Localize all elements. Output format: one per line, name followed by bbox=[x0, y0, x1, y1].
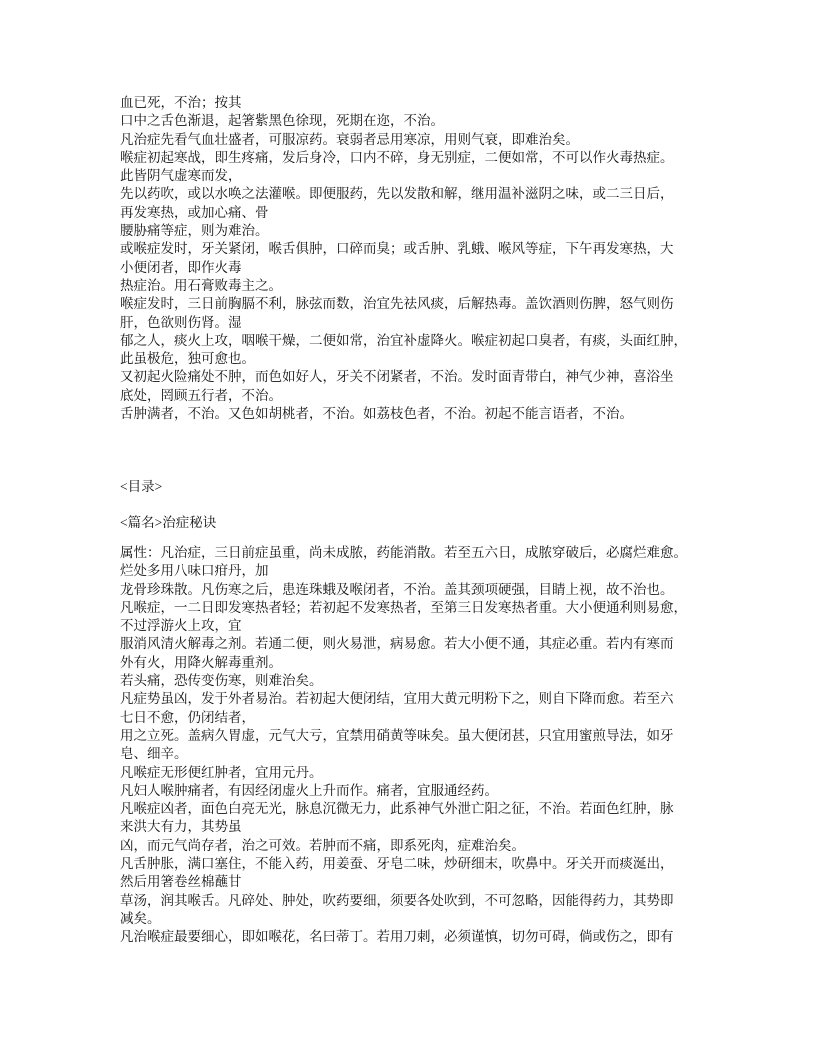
text-line: 然后用箸卷丝棉蘸甘 bbox=[120, 874, 242, 890]
text-line: 喉症初起寒战，即生疼痛，发后身冷，口内不碎，身无别症，二便如常，不可以作火毒热症。 bbox=[120, 149, 674, 165]
text-line: 凡治喉症最要细心，即如喉花，名曰蒂丁。若用刀刺，必须谨慎，切勿可碍，倘或伤之，即有 bbox=[120, 929, 674, 945]
text-line: 此虽极危，独可愈也。 bbox=[120, 351, 255, 367]
text-line: 凡喉症，一二日即发寒热者轻；若初起不发寒热者，至第三日发寒热者重。大小便通利则易愈， bbox=[120, 599, 687, 615]
text-line: 凶，而元气尚存者，治之可效。若肿而不痛，即系死肉，症难治矣。 bbox=[120, 837, 525, 853]
text-line: 皂、细辛。 bbox=[120, 746, 188, 762]
text-line: 肝，色欲则伤肾。湿 bbox=[120, 314, 242, 330]
text-line: 凡治症先看气血壮盛者，可服凉药。衰弱者忌用寒凉，用则气衰，即难治矣。 bbox=[120, 131, 579, 147]
text-line: 龙骨珍珠散。凡伤寒之后，患连珠蛾及喉闭者，不治。盖其颈项硬强，目睛上视，故不治也。 bbox=[120, 581, 674, 597]
chapter-title: <篇名>治症秘诀 bbox=[120, 515, 217, 530]
text-line: 腰胁痛等症，则为难治。 bbox=[120, 223, 269, 239]
text-line: 郁之人，痰火上攻，咽喉干燥，二便如常，治宜补虚降火。喉症初起口臭者，有痰，头面红肿， bbox=[120, 332, 687, 348]
text-line: 热症治。用石膏败毒主之。 bbox=[120, 277, 282, 293]
text-line: 口中之舌色渐退，起箸紫黑色徐现，死期在迩，不治。 bbox=[120, 113, 444, 129]
text-line: 舌肿满者，不治。又色如胡桃者，不治。如荔枝色者，不治。初起不能言语者，不治。 bbox=[120, 406, 633, 422]
text-line: 再发寒热，或加心痛、骨 bbox=[120, 204, 269, 220]
text-line: 服消风清火解毒之剂。若通二便，则火易泄，病易愈。若大小便不通，其症必重。若内有寒而 bbox=[120, 636, 674, 652]
text-line: 凡喉症无形便红肿者，宜用元丹。 bbox=[120, 764, 323, 780]
text-line: 血已死，不治；按其 bbox=[120, 95, 242, 110]
text-line: 凡舌肿胀，满口塞住，不能入药，用姜蚕、牙皂二味，炒研细末，吹鼻中。牙关开而痰涎出， bbox=[120, 856, 674, 872]
text-line: 来洪大有力，其势虽 bbox=[120, 819, 242, 835]
text-line: 又初起火险痛处不肿，而色如好人，牙关不闭紧者，不治。发时面青带白，神气少神，喜浴坐 bbox=[120, 369, 674, 385]
text-line: 此皆阴气虚寒而发， bbox=[120, 168, 242, 184]
text-line: 草汤，润其喉舌。凡碎处、肿处，吹药要细，须要各处吹到，不可忽略，因能得药力，其势即 bbox=[120, 892, 674, 908]
text-line: 或喉症发时，牙关紧闭，喉舌俱肿，口碎而臭；或舌肿、乳蛾、喉风等症，下午再发寒热，大 bbox=[120, 241, 674, 257]
text-section-1 bbox=[120, 94, 720, 423]
text-line: 小便闭者，即作火毒 bbox=[120, 259, 242, 275]
text-line: 烂处多用八味口疳丹，加 bbox=[120, 563, 269, 579]
text-line: 先以药吹，或以水唤之法灌喉。即便服药，先以发散和解，继用温补滋阴之味，或二三日后， bbox=[120, 186, 674, 202]
text-line: 用之立死。盖病久胃虚，元气大亏，宜禁用硝黄等味矣。虽大便闭甚，只宜用蜜煎导法，如牙 bbox=[120, 727, 674, 743]
text-line: 属性：凡治症，三日前症虽重，尚未成脓，药能消散。若至五六日，成脓穿破后，必腐烂难愈。 bbox=[120, 545, 687, 560]
text-line: 喉症发时，三日前胸膈不利，脉弦而数，治宜先祛风痰，后解热毒。盖饮酒则伤脾，怒气则伤 bbox=[120, 296, 674, 312]
text-line: 不过浮游火上攻，宜 bbox=[120, 618, 242, 634]
toc-label: <目录> bbox=[120, 479, 163, 494]
text-line: 七日不愈，仍闭结者， bbox=[120, 709, 255, 725]
text-line: 凡喉症凶者，面色白亮无光，脉息沉微无力，此系神气外泄亡阳之征，不治。若面色红肿，脉 bbox=[120, 801, 674, 817]
text-line: 凡妇人喉肿痛者，有因经闭虚火上升而作。痛者，宜服通经药。 bbox=[120, 782, 498, 798]
text-line: 若头痛，恐传变伤寒，则难治矣。 bbox=[120, 673, 323, 689]
text-line: 外有火，用降火解毒重剂。 bbox=[120, 654, 282, 670]
text-line: 底处，罔顾五行者，不治。 bbox=[120, 387, 282, 403]
text-section-2 bbox=[120, 544, 720, 947]
text-line: 减矣。 bbox=[120, 910, 161, 926]
text-line: 凡症势虽凶，发于外者易治。若初起大便闭结，宜用大黄元明粉下之，则自下降而愈。若至六 bbox=[120, 691, 674, 707]
